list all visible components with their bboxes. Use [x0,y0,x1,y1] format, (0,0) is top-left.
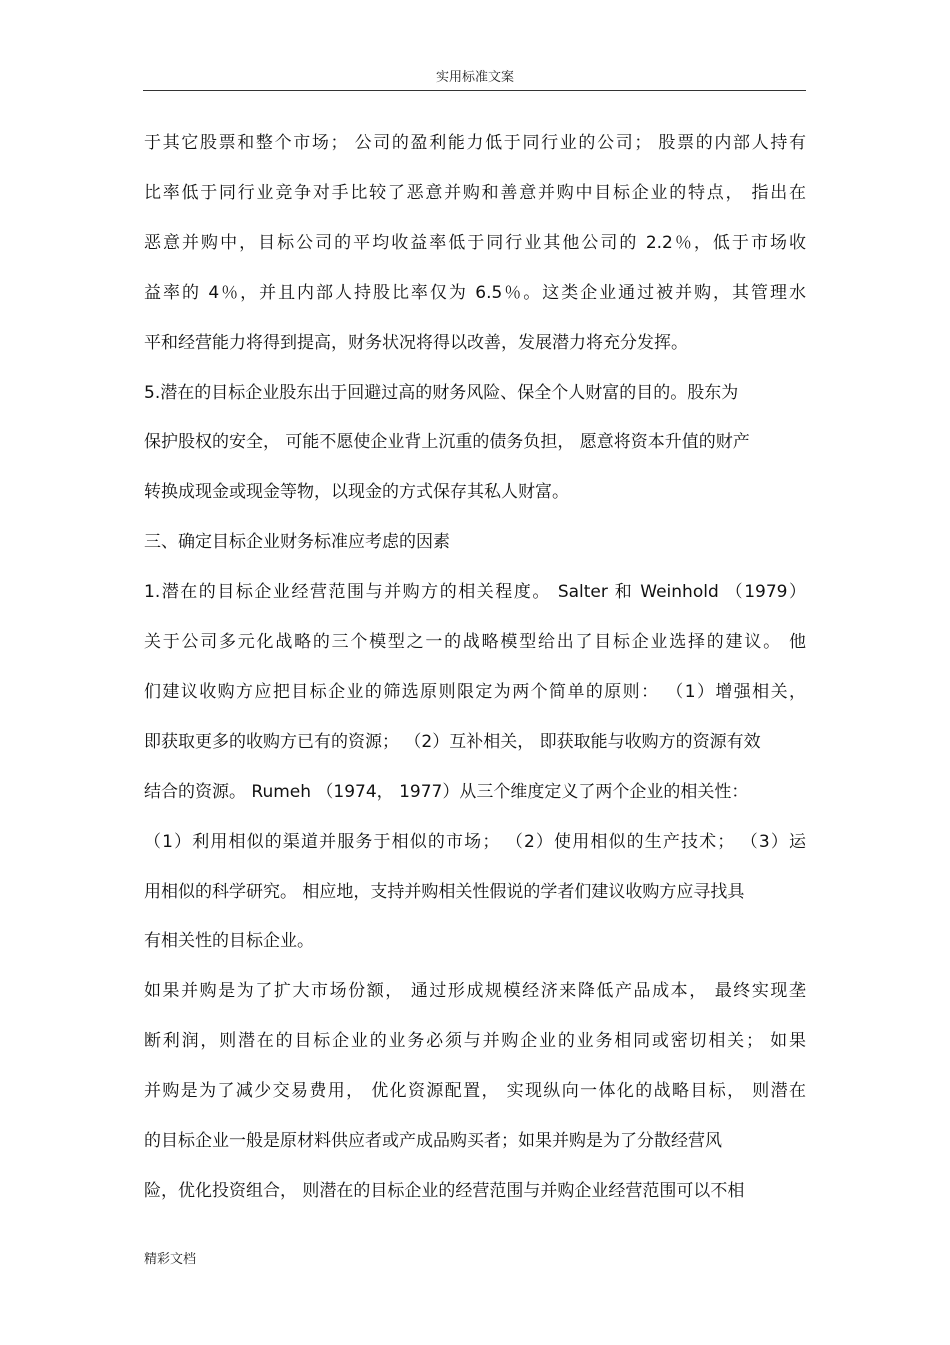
text-line: 于其它股票和整个市场； 公司的盈利能力低于同行业的公司； 股票的内部人持有 [144,133,806,153]
text-line: （1）利用相似的渠道并服务于相似的市场； （2）使用相似的生产技术； （3）运 [144,832,806,852]
text-line: 结合的资源。 Rumeh （1974， 1977）从三个维度定义了两个企业的相关性： [144,782,749,802]
page-footer: 精彩文档 [144,1252,197,1267]
text-line: 三、确定目标企业财务标准应考虑的因素 [144,532,450,552]
text-line: 并购是为了减少交易费用， 优化资源配置， 实现纵向一体化的战略目标， 则潜在 [144,1081,806,1101]
page-header: 实用标准文案 [435,70,514,85]
text-line: 断利润，则潜在的目标企业的业务必须与并购企业的业务相同或密切相关； 如果 [144,1031,806,1051]
header-divider [143,90,806,91]
text-line: 保护股权的安全， 可能不愿使企业背上沉重的债务负担， 愿意将资本升值的财产 [144,432,750,452]
text-line: 转换成现金或现金等物，以现金的方式保存其私人财富。 [144,482,569,502]
text-line: 即获取更多的收购方已有的资源； （2）互补相关， 即获取能与收购方的资源有效 [144,732,761,752]
text-line: 5.潜在的目标企业股东出于回避过高的财务风险、保全个人财富的目的。股东为 [144,383,739,403]
text-line: 险，优化投资组合， 则潜在的目标企业的经营范围与并购企业经营范围可以不相 [144,1181,745,1201]
text-line: 有相关性的目标企业。 [144,931,314,951]
text-line: 的目标企业一般是原材料供应者或产成品购买者；如果并购是为了分散经营风 [144,1131,722,1151]
text-line: 1.潜在的目标企业经营范围与并购方的相关程度。 Salter 和 Weinhold （1979） [144,582,806,602]
text-line: 如果并购是为了扩大市场份额， 通过形成规模经济来降低产品成本， 最终实现垄 [144,981,806,1001]
text-line: 用相似的科学研究。 相应地，支持并购相关性假说的学者们建议收购方应寻找具 [144,882,745,902]
text-line: 关于公司多元化战略的三个模型之一的战略模型给出了目标企业选择的建议。 他 [144,632,806,652]
text-line: 益率的 4％，并且内部人持股比率仅为 6.5％。这类企业通过被并购，其管理水 [144,283,806,303]
text-line: 恶意并购中，目标公司的平均收益率低于同行业其他公司的 2.2％，低于市场收 [144,233,806,253]
text-line: 平和经营能力将得到提高，财务状况将得以改善，发展潜力将充分发挥。 [144,333,688,353]
text-line: 比率低于同行业竞争对手比较了恶意并购和善意并购中目标企业的特点， 指出在 [144,183,806,203]
text-line: 们建议收购方应把目标企业的筛选原则限定为两个简单的原则： （1）增强相关， [144,682,806,702]
